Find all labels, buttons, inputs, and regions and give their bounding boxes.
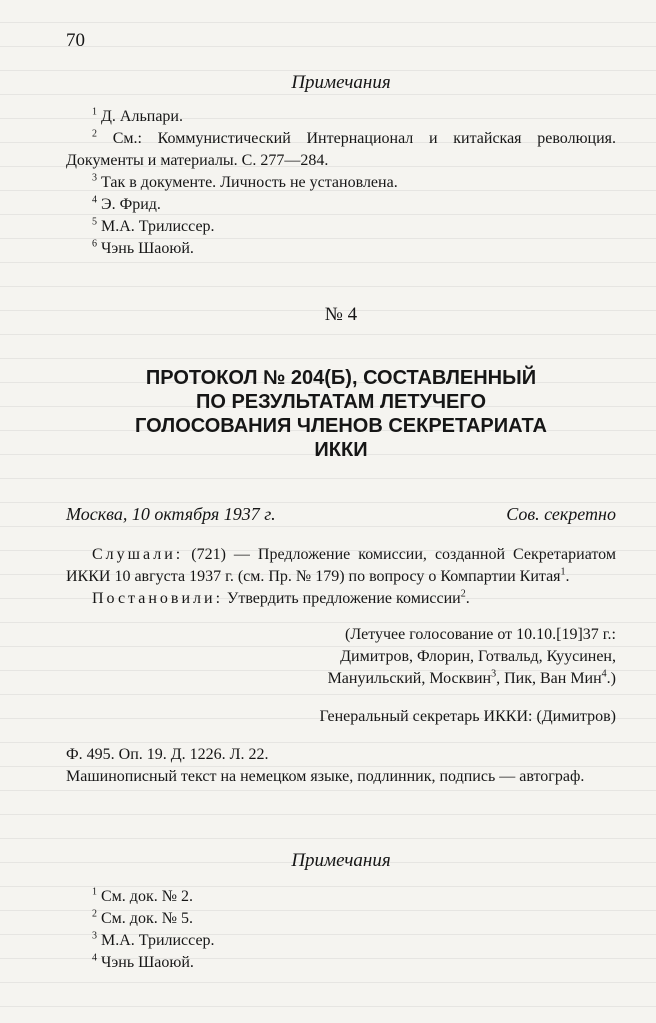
note-item: $^1$ Д. Альпари. <box>92 106 183 125</box>
page-number: 70 <box>66 30 85 51</box>
vote-line: Димитров, Флорин, Готвальд, Куусинен, <box>340 648 616 665</box>
resolved-paragraph: Постановили: Утвердить предложение комиссии$^2$. <box>92 588 470 607</box>
notes-top-title: Примечания <box>291 72 391 93</box>
title-line: ИККИ <box>314 439 368 461</box>
archive-reference: Ф. 495. Оп. 19. Д. 1226. Л. 22. <box>66 746 269 763</box>
place-date-row <box>66 504 616 525</box>
notes-top <box>66 72 616 260</box>
notes-bottom-title: Примечания <box>291 850 391 871</box>
document-title <box>66 366 616 462</box>
signature: Генеральный секретарь ИККИ: (Димитров) <box>319 708 616 725</box>
place-date: Москва, 10 октября 1937 г. <box>66 504 276 524</box>
note-item: $^5$ М.А. Трилиссер. <box>92 216 215 235</box>
note-item: $^4$ Чэнь Шаоюй. <box>92 952 194 971</box>
note-item: $^2$ См. док. № 5. <box>92 908 193 927</box>
vote-line: Мануильский, Москвин$^3$, Пик, Ван Мин$^4$.) <box>327 668 616 687</box>
heard-label: Слушали: <box>92 546 184 563</box>
heard-paragraph: Слушали: (721) — Предложение комиссии, созданной Секретариатом ИККИ 10 августа 1937 г. (см. Пр. № 179) по вопросу о Компартии Китая$^1$. <box>66 546 617 585</box>
resolved-label: Постановили: <box>92 590 224 607</box>
note-item: $^1$ См. док. № 2. <box>92 886 193 905</box>
note-item: $^3$ М.А. Трилиссер. <box>92 930 215 949</box>
classification: Сов. секретно <box>506 504 616 524</box>
document-number: № 4 <box>324 304 358 325</box>
note-item: $^2$ См.: Коммунистический Интернационал и китайская революция. Документы и материалы. С. 277—284. <box>66 128 616 169</box>
vote-line: (Летучее голосование от 10.10.[19]37 г.: <box>345 626 616 643</box>
title-line: ПО РЕЗУЛЬТАТАМ ЛЕТУЧЕГО <box>195 391 487 413</box>
archive-description: Машинописный текст на немецком языке, подлинник, подпись — автограф. <box>66 768 585 785</box>
notes-bottom <box>66 850 616 974</box>
document-body <box>66 544 616 788</box>
note-item: $^3$ Так в документе. Личность не установлена. <box>92 172 398 191</box>
note-item: $^4$ Э. Фрид. <box>92 194 161 213</box>
title-line: ГОЛОСОВАНИЯ ЧЛЕНОВ СЕКРЕТАРИАТА <box>135 415 547 437</box>
vote-block <box>66 624 616 690</box>
title-line: ПРОТОКОЛ № 204(Б), СОСТАВЛЕННЫЙ <box>145 367 537 389</box>
note-item: $^6$ Чэнь Шаоюй. <box>92 238 194 257</box>
